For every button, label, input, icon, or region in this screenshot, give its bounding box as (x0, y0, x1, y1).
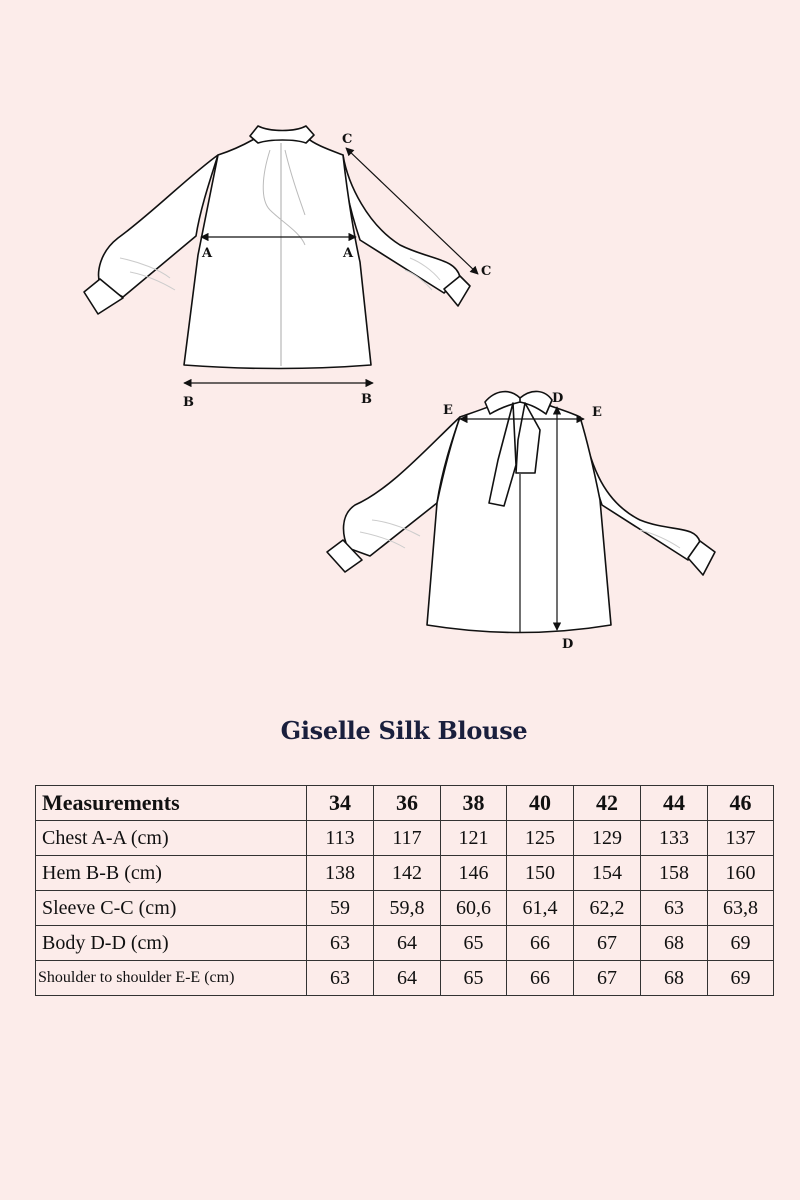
table-cell: 62,2 (574, 891, 641, 926)
table-header-row (36, 786, 774, 821)
header-size-42: 42 (574, 786, 641, 821)
table-cell: 117 (374, 821, 441, 856)
table-row-sleeve (36, 891, 774, 926)
header-size-40: 40 (507, 786, 574, 821)
table-cell: 65 (441, 961, 507, 996)
page-title: Giselle Silk Blouse (280, 716, 528, 745)
table-cell: 66 (507, 926, 574, 961)
table-row-shoulder (36, 961, 774, 996)
table-cell: 65 (441, 926, 507, 961)
table-cell: 137 (708, 821, 774, 856)
table-cell: 64 (374, 961, 441, 996)
table-cell: 113 (307, 821, 374, 856)
size-chart-table (35, 785, 774, 996)
table-cell: 64 (374, 926, 441, 961)
row-label: Chest A-A (cm) (36, 821, 307, 856)
table-row-body (36, 926, 774, 961)
label-b-right: B (361, 392, 372, 407)
header-size-38: 38 (441, 786, 507, 821)
table-row-hem (36, 856, 774, 891)
header-size-36: 36 (374, 786, 441, 821)
table-cell: 67 (574, 926, 641, 961)
table-cell: 67 (574, 961, 641, 996)
label-d-top: D (552, 391, 564, 406)
table-cell: 61,4 (507, 891, 574, 926)
table-cell: 125 (507, 821, 574, 856)
label-a-right: A (343, 246, 354, 261)
table-cell: 158 (641, 856, 708, 891)
header-size-44: 44 (641, 786, 708, 821)
table-cell: 69 (708, 961, 774, 996)
label-e-left: E (443, 403, 453, 418)
table-cell: 154 (574, 856, 641, 891)
table-cell: 133 (641, 821, 708, 856)
table-cell: 63,8 (708, 891, 774, 926)
table-cell: 59,8 (374, 891, 441, 926)
label-c-top: C (342, 132, 353, 147)
table-cell: 60,6 (441, 891, 507, 926)
label-d-bottom: D (562, 637, 574, 652)
table-cell: 69 (708, 926, 774, 961)
table-cell: 59 (307, 891, 374, 926)
table-cell: 129 (574, 821, 641, 856)
label-a-left: A (202, 246, 213, 261)
table-cell: 63 (307, 961, 374, 996)
header-size-46: 46 (708, 786, 774, 821)
label-e-right: E (592, 405, 602, 420)
table-cell: 121 (441, 821, 507, 856)
blouse-front-view (84, 126, 470, 369)
table-cell: 142 (374, 856, 441, 891)
label-c-bottom: C (481, 264, 492, 279)
header-measurements: Measurements (36, 786, 307, 821)
table-cell: 68 (641, 926, 708, 961)
table-cell: 68 (641, 961, 708, 996)
table-cell: 160 (708, 856, 774, 891)
header-size-34: 34 (307, 786, 374, 821)
blouse-back-view (327, 391, 715, 633)
front-collar (250, 126, 314, 143)
table-row-chest (36, 821, 774, 856)
row-label: Body D-D (cm) (36, 926, 307, 961)
table-cell: 150 (507, 856, 574, 891)
table-cell: 146 (441, 856, 507, 891)
table-cell: 138 (307, 856, 374, 891)
table-cell: 63 (641, 891, 708, 926)
row-label: Hem B-B (cm) (36, 856, 307, 891)
row-label: Shoulder to shoulder E-E (cm) (36, 961, 307, 996)
label-b-left: B (183, 395, 194, 410)
table-cell: 66 (507, 961, 574, 996)
row-label: Sleeve C-C (cm) (36, 891, 307, 926)
table-cell: 63 (307, 926, 374, 961)
